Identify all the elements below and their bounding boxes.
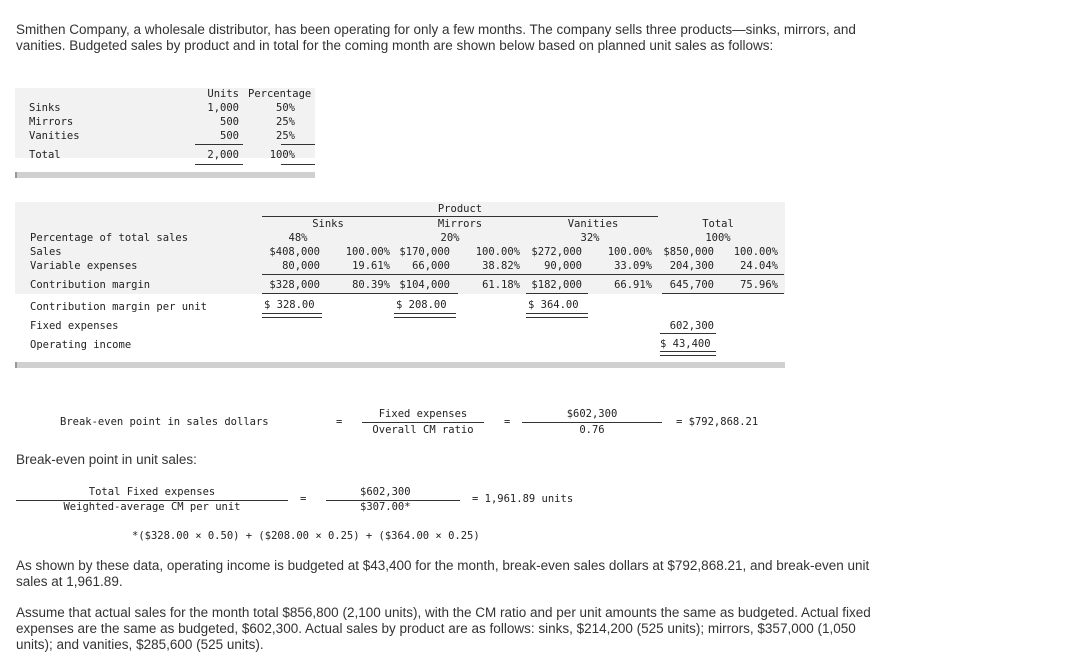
- cell: $ 43,400: [660, 338, 711, 350]
- cell: $408,000: [269, 246, 320, 258]
- scrollbar[interactable]: [15, 172, 315, 178]
- row-units: 1,000: [207, 102, 239, 114]
- summary-paragraph: As shown by these data, operating income is budgeted at $43,400 for the month, break-even sales dollars at $792,868.21, and break-even unit sales at 1,961.89.: [16, 558, 870, 589]
- col-sinks: Sinks: [312, 218, 344, 230]
- cell: 32%: [580, 232, 600, 244]
- row-rule: [662, 293, 784, 294]
- cell: $850,000: [663, 246, 714, 258]
- product-rule: [262, 216, 658, 217]
- cell: $182,000: [531, 279, 582, 291]
- total-units: 2,000: [207, 149, 239, 161]
- col-mirrors: Mirrors: [437, 218, 483, 230]
- scrollbar[interactable]: [15, 362, 785, 368]
- total-rule: [195, 164, 243, 165]
- cell: 80.39%: [352, 279, 390, 291]
- cell: 48%: [288, 232, 308, 244]
- fraction-denominator: Weighted-average CM per unit: [63, 501, 241, 513]
- cell: 75.96%: [740, 279, 778, 291]
- row-units: 500: [220, 116, 239, 128]
- cell: 66,000: [412, 260, 450, 272]
- fraction-numerator: Total Fixed expenses: [88, 486, 216, 498]
- row-rule: [262, 274, 784, 275]
- equals-sign: =: [336, 416, 343, 428]
- cell: 100%: [705, 232, 731, 244]
- cell: 19.61%: [352, 260, 390, 272]
- row-pct: 50%: [276, 102, 295, 114]
- fraction-bar: [362, 422, 484, 423]
- col-total: Total: [702, 218, 734, 230]
- fraction-denominator: 0.76: [579, 424, 605, 436]
- cell: 61.18%: [482, 279, 520, 291]
- cell: 100.00%: [607, 246, 652, 258]
- cell: 100.00%: [733, 246, 778, 258]
- cell: $ 208.00: [396, 299, 447, 311]
- row-label: Percentage of total sales: [30, 232, 189, 244]
- intro-text: Smithen Company, a wholesale distributor, has been operating for only a few months. The company sells three products—sinks, mirrors, and vanities. Budgeted sales by product and in total for the coming month are shown below based on planned unit sales as follows:: [16, 22, 856, 53]
- cell: $104,000: [399, 279, 450, 291]
- bep-units-heading: Break-even point in unit sales:: [16, 452, 197, 467]
- fraction-denominator: $307.00*: [360, 501, 411, 513]
- row-pct: 25%: [276, 116, 295, 128]
- fraction-numerator: $602,300: [360, 486, 411, 498]
- double-rule: [526, 313, 588, 318]
- cell: $272,000: [531, 246, 582, 258]
- equals-sign: =: [300, 493, 307, 505]
- cell: 602,300: [669, 320, 714, 332]
- cell: 100.00%: [345, 246, 390, 258]
- cell: 20%: [440, 232, 460, 244]
- product-header: Product: [437, 203, 483, 215]
- total-label: Total: [29, 149, 61, 161]
- bep-dollars-label: Break-even point in sales dollars: [60, 416, 269, 428]
- row-label: Operating income: [30, 339, 132, 351]
- double-rule: [394, 313, 456, 318]
- row-rule: [262, 293, 458, 294]
- cell: 90,000: [544, 260, 582, 272]
- double-rule: [262, 313, 322, 318]
- row-units: 500: [220, 130, 239, 142]
- total-rule: [281, 164, 315, 165]
- cell: 204,300: [669, 260, 714, 272]
- row-label: Contribution margin: [30, 279, 151, 291]
- bep-dollars-result: = $792,868.21: [676, 416, 759, 428]
- cell: 66.91%: [614, 279, 652, 291]
- subtotal-rule: [281, 144, 315, 145]
- assumption-paragraph: Assume that actual sales for the month total $856,800 (2,100 units), with the CM ratio and per unit amounts the same as budgeted. Actual fixed expenses are the same as budgeted, $602,300. Actual sales by product are as follows: sinks, $214,200 (525 units); mirrors, $357,000 (1,050 units); and vanities, $285,600 (525 units).: [16, 605, 871, 652]
- cell: 38.82%: [482, 260, 520, 272]
- fraction-bar: [522, 422, 662, 423]
- col-vanities: Vanities: [567, 218, 619, 230]
- row-rule: [660, 333, 716, 334]
- row-label: Sales: [30, 246, 62, 258]
- bep-units-result: = 1,961.89 units: [472, 493, 574, 505]
- double-rule: [660, 351, 716, 356]
- cell: $170,000: [399, 246, 450, 258]
- fraction-numerator: $602,300: [566, 408, 618, 420]
- equals-sign: =: [504, 416, 511, 428]
- total-pct: 100%: [269, 149, 295, 161]
- subtotal-rule: [195, 144, 243, 145]
- units-header: Units: [207, 88, 239, 100]
- row-label: Fixed expenses: [30, 320, 119, 332]
- row-rule: [526, 293, 588, 294]
- percentage-header: Percentage: [248, 88, 312, 100]
- cell: 80,000: [282, 260, 320, 272]
- cell: $328,000: [269, 279, 320, 291]
- cell: $ 328.00: [264, 299, 315, 311]
- fraction-denominator: Overall CM ratio: [372, 424, 474, 436]
- unit-sales-table: [15, 88, 315, 178]
- cell: 33.09%: [614, 260, 652, 272]
- cell: 24.04%: [740, 260, 778, 272]
- cell: 100.00%: [475, 246, 520, 258]
- row-label: Vanities: [29, 130, 80, 142]
- row-label: Contribution margin per unit: [30, 301, 208, 313]
- row-label: Mirrors: [29, 116, 74, 128]
- cell: 645,700: [669, 279, 714, 291]
- row-label: Variable expenses: [30, 260, 138, 272]
- cell: $ 364.00: [528, 299, 579, 311]
- fraction-numerator: Fixed expenses: [378, 408, 468, 420]
- footnote: *($328.00 × 0.50) + ($208.00 × 0.25) + ($364.00 × 0.25): [132, 530, 480, 542]
- row-label: Sinks: [29, 102, 61, 114]
- row-pct: 25%: [276, 130, 295, 142]
